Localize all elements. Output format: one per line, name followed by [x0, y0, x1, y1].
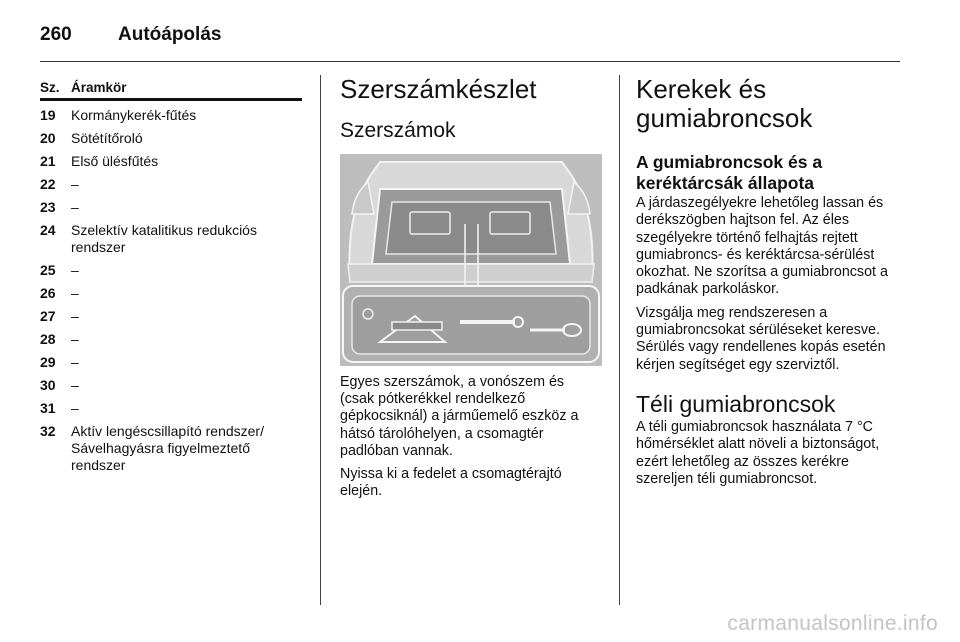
header-rule	[40, 61, 900, 62]
fuse-circuit: –	[71, 331, 79, 347]
fuse-number: 19	[40, 107, 56, 123]
fuse-circuit: Aktív lengéscsillapító rendszer/ Sávelhagyásra figyelmeztető rendszer	[71, 423, 264, 473]
fuse-circuit: –	[71, 354, 79, 370]
column-divider-1	[320, 75, 321, 605]
table-row	[40, 377, 302, 394]
wheels-heading: Kerekek és gumiabroncsok	[636, 74, 813, 133]
fuse-circuit: –	[71, 400, 79, 416]
tools-heading: Szerszámkészlet	[340, 74, 537, 104]
fuse-table-header	[40, 80, 302, 96]
table-row	[40, 331, 302, 348]
fuse-number: 20	[40, 130, 56, 146]
fuse-circuit: –	[71, 308, 79, 324]
column-header-circuit: Áramkör	[71, 80, 127, 95]
fuse-number: 22	[40, 176, 56, 192]
fuse-table-body	[40, 107, 302, 474]
fuse-circuit: –	[71, 199, 79, 215]
fuse-number: 29	[40, 354, 56, 370]
table-row	[40, 262, 302, 279]
tools-paragraph-1: Egyes szerszámok, a vonószem és (csak pótkerékkel rendelkező gépkocsiknál) a járműemelő eszköz a hátsó tárolóhelyen, a csomagtér padlóban vannak.	[340, 374, 579, 459]
tyre-condition-paragraph-1: A járdaszegélyekre lehetőleg lassan és derékszögben hajtson fel. Az éles szegélyekre történő felhajtás rejtett gumiabroncs- és keréktárcsa-sérülést okozhat. Ne szorítsa a gumiabroncsot a padkának parkoláskor.	[636, 195, 888, 298]
table-row	[40, 130, 302, 147]
fuse-circuit: Szelektív katalitikus redukciós rendszer	[71, 222, 257, 255]
table-row	[40, 308, 302, 325]
fuse-circuit: –	[71, 285, 79, 301]
fuse-number: 23	[40, 199, 56, 215]
winter-tyres-heading: Téli gumiabroncsok	[636, 390, 836, 417]
fuse-number: 25	[40, 262, 56, 278]
tools-subheading: Szerszámok	[340, 119, 456, 142]
table-row	[40, 423, 302, 474]
column-divider-2	[619, 75, 620, 605]
tools-section	[340, 74, 602, 500]
fuse-number: 26	[40, 285, 56, 301]
winter-tyres-paragraph: A téli gumiabroncsok használata 7 °C hőmérséklet alatt növeli a biztonságot, ezért lehetőleg az összes kerékre szereljen téli gumiabroncsot.	[636, 418, 880, 487]
fuse-number: 30	[40, 377, 56, 393]
table-row	[40, 400, 302, 417]
table-row	[40, 176, 302, 193]
page-number: 260	[40, 24, 72, 45]
fuse-number: 32	[40, 423, 56, 439]
table-row	[40, 153, 302, 170]
tools-paragraph-2: Nyissa ki a fedelet a csomagtérajtó elején.	[340, 466, 562, 500]
table-row	[40, 222, 302, 256]
tyre-condition-heading: A gumiabroncsok és a keréktárcsák állapota	[636, 152, 823, 193]
fuse-number: 24	[40, 222, 56, 238]
trunk-tools-illustration	[340, 154, 602, 366]
fuse-circuit: Sötétítőroló	[71, 130, 143, 146]
table-row	[40, 354, 302, 371]
watermark: carmanualsonline.info	[727, 612, 938, 635]
wheels-section	[636, 75, 906, 488]
table-header-rule	[40, 98, 302, 101]
tyre-condition-paragraph-2: Vizsgálja meg rendszeresen a gumiabroncsokat sérüléseket keresve. Sérülés vagy rendellenes kopás esetén kérjen segítséget egy szerviztől.	[636, 304, 886, 373]
trunk-illustration-svg	[340, 154, 602, 366]
fuse-circuit: Első ülésfűtés	[71, 153, 159, 169]
fuse-number: 28	[40, 331, 56, 347]
fuse-circuit: –	[71, 176, 79, 192]
fuse-table	[40, 80, 302, 480]
fuse-circuit: –	[71, 262, 79, 278]
fuse-circuit: Kormánykerék-fűtés	[71, 107, 197, 123]
table-row	[40, 199, 302, 216]
page-header	[40, 20, 221, 50]
table-row	[40, 107, 302, 124]
fuse-number: 21	[40, 153, 56, 169]
fuse-number: 31	[40, 400, 56, 416]
table-row	[40, 285, 302, 302]
fuse-circuit: –	[71, 377, 79, 393]
page-title: Autóápolás	[118, 24, 222, 45]
column-header-no: Sz.	[40, 80, 60, 95]
fuse-number: 27	[40, 308, 56, 324]
